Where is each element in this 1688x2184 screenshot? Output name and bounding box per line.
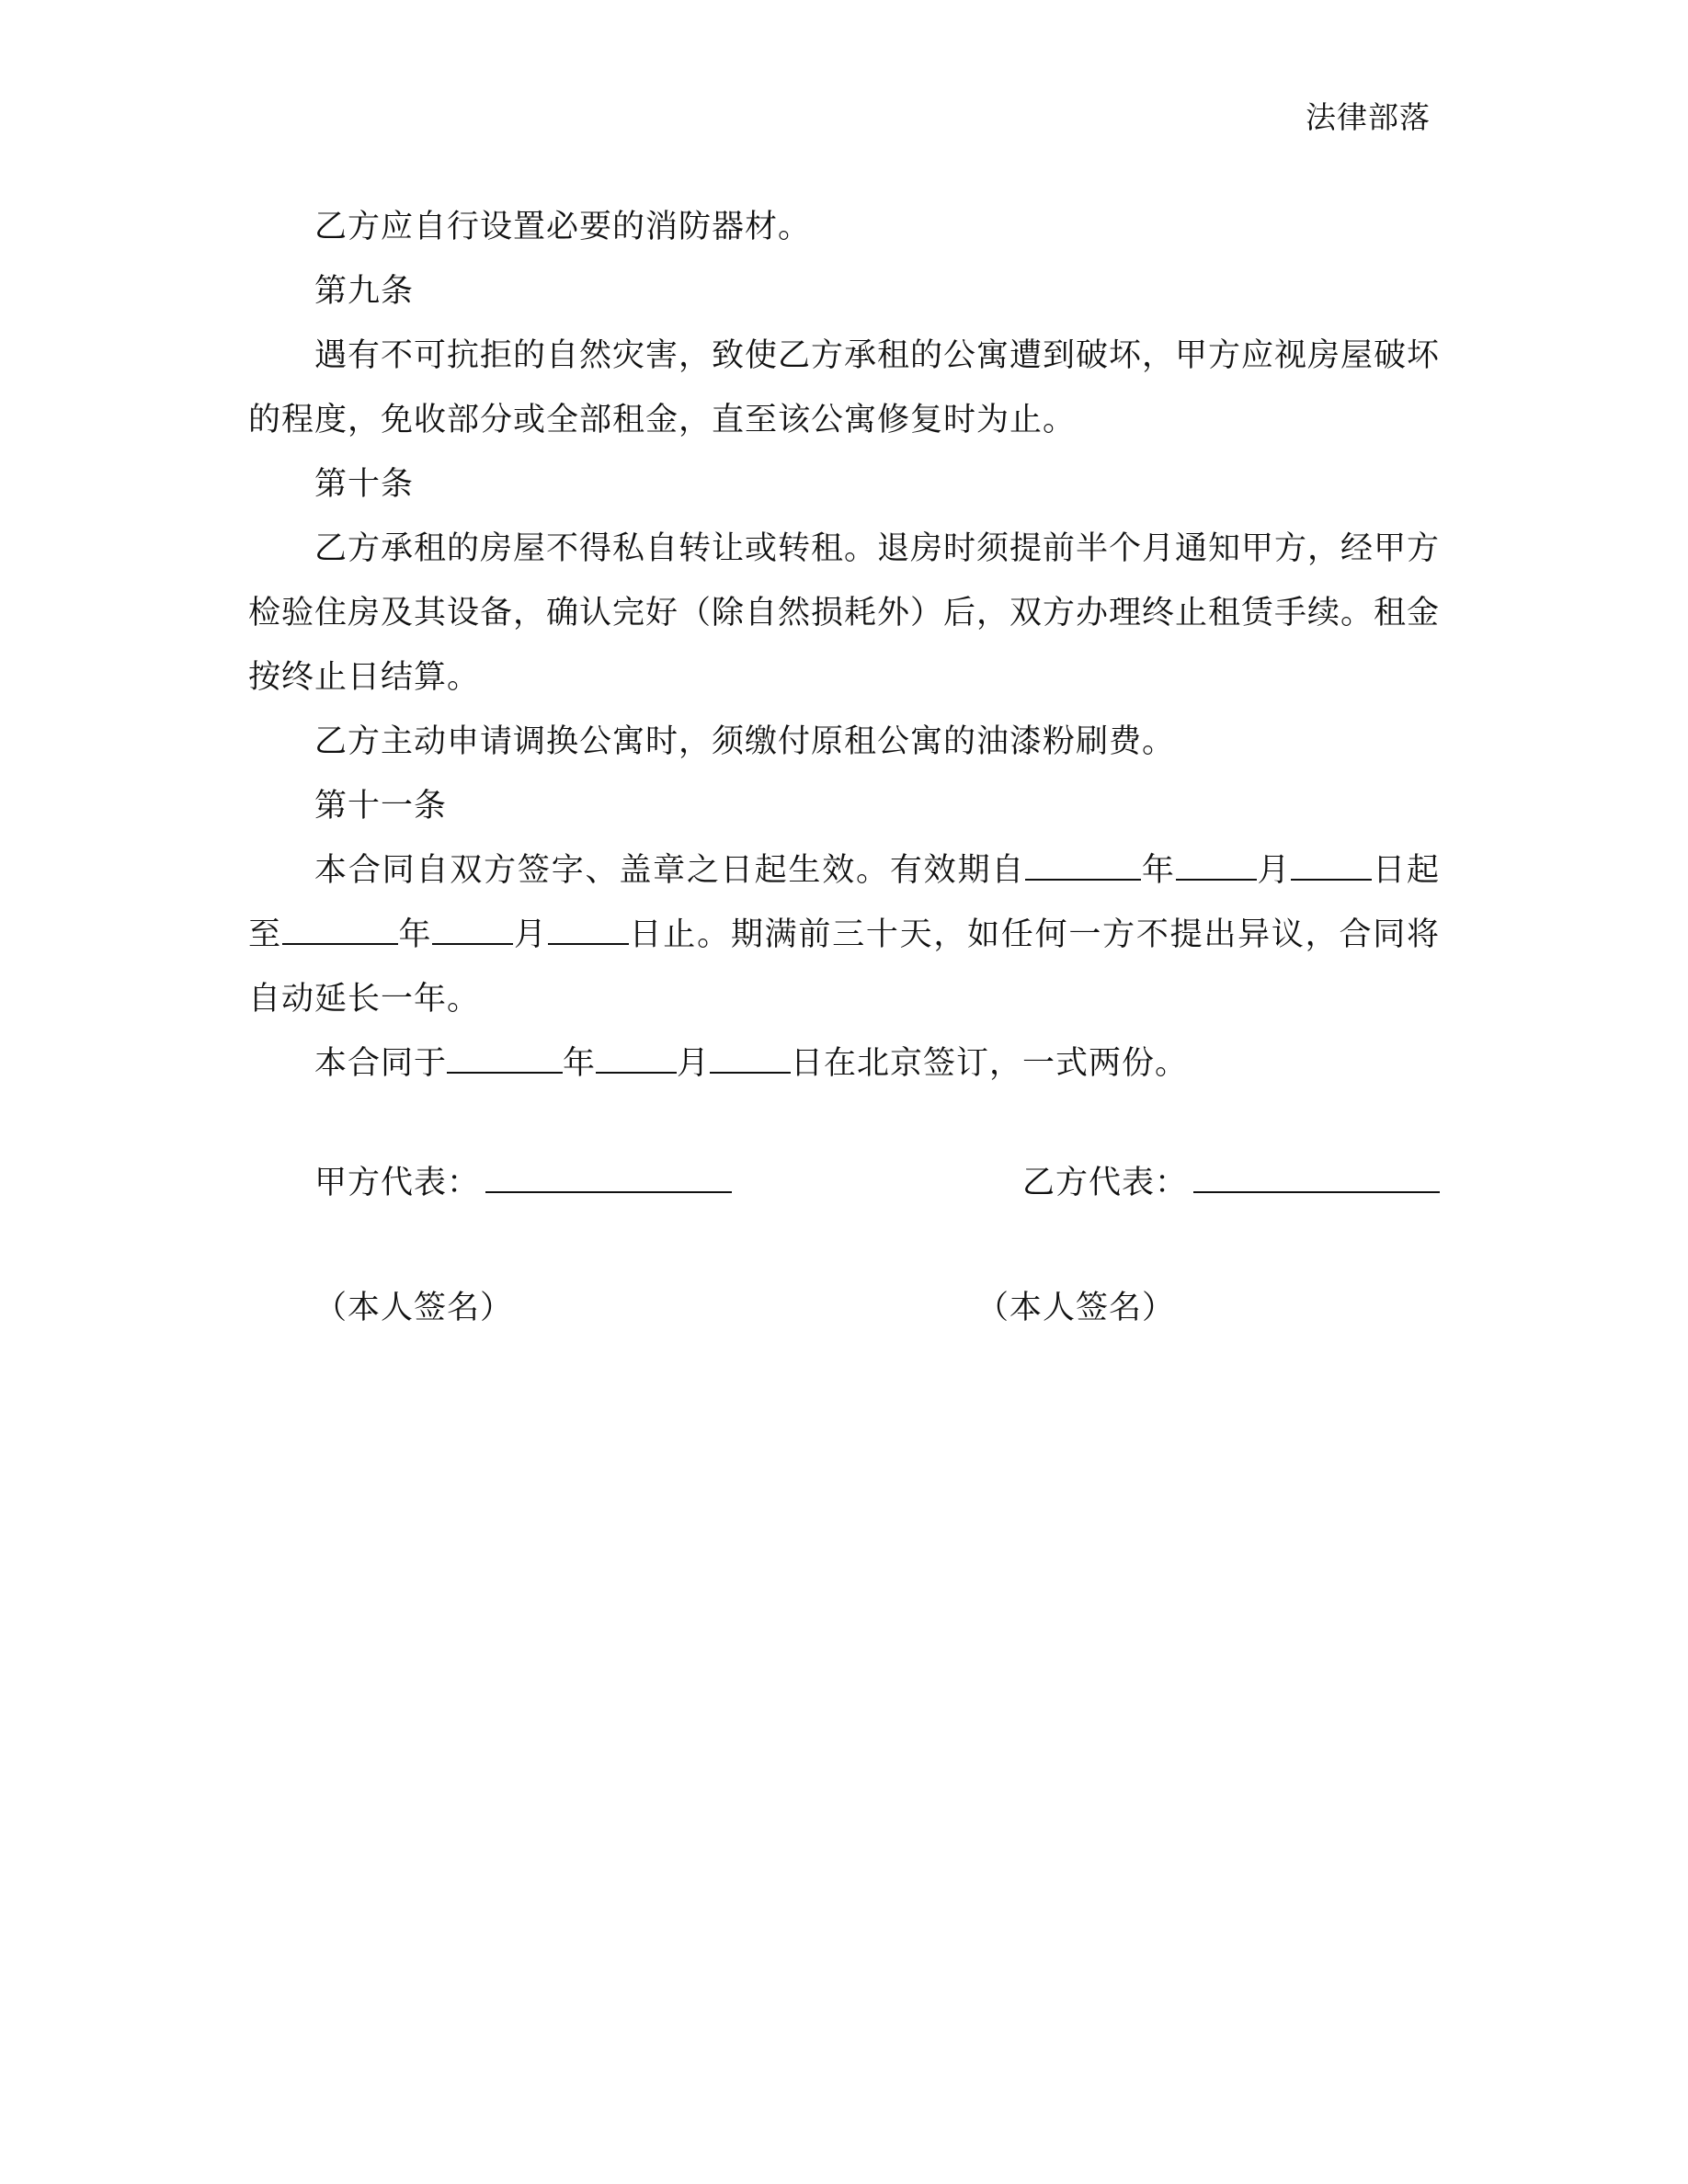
party-a-label: 甲方代表： xyxy=(314,1165,481,1201)
end-month-blank[interactable] xyxy=(432,916,513,945)
article-9-heading: 第九条 xyxy=(314,273,415,310)
party-b-label: 乙方代表： xyxy=(1022,1165,1189,1201)
paragraph-termination: 乙方承租的房屋不得私自转让或转租。退房时须提前半个月通知甲方，经甲方检验住房及其设备，确认完好（除自然损耗外）后，双方办理终止租赁手续。租金按终止日结算。 xyxy=(248,530,1441,696)
signature-row xyxy=(314,1151,1440,1215)
month-label: 月 xyxy=(677,1045,711,1082)
party-a-signature-line[interactable] xyxy=(485,1160,732,1193)
article-10-heading: 第十条 xyxy=(314,466,415,503)
month-label: 月 xyxy=(513,916,548,953)
month-label: 月 xyxy=(1256,852,1292,889)
year-label: 年 xyxy=(563,1045,597,1082)
validity-intro: 本合同自双方签字、盖章之日起生效。有效期自 xyxy=(314,852,1026,889)
signing-tail: 日在北京签订，一式两份。 xyxy=(791,1045,1189,1082)
paragraph-validity xyxy=(248,838,1440,1031)
year-label: 年 xyxy=(1141,852,1176,889)
paragraph-fire-equipment: 乙方应自行设置必要的消防器材。 xyxy=(314,209,812,245)
party-b-signature-note: （本人签名） xyxy=(976,1290,1176,1326)
party-b-signature xyxy=(1022,1151,1440,1215)
year-label: 年 xyxy=(397,916,433,953)
start-year-blank[interactable] xyxy=(1025,851,1141,881)
paragraph-signing xyxy=(248,1031,1440,1096)
article-11-heading: 第十一条 xyxy=(314,788,448,825)
end-year-blank[interactable] xyxy=(282,916,398,945)
signature-note-row xyxy=(314,1276,1440,1340)
day-label: 日起至 xyxy=(248,852,1440,953)
contract-body xyxy=(248,195,1440,1096)
end-day-blank[interactable] xyxy=(548,916,629,945)
start-day-blank[interactable] xyxy=(1291,851,1372,881)
party-a-signature xyxy=(314,1151,732,1215)
signing-intro: 本合同于 xyxy=(314,1045,448,1082)
party-a-signature-note: （本人签名） xyxy=(314,1290,514,1326)
party-b-signature-line[interactable] xyxy=(1193,1160,1440,1193)
paragraph-natural-disaster: 遇有不可抗拒的自然灾害，致使乙方承租的公寓遭到破坏，甲方应视房屋破坏的程度，免收部分或全部租金，直至该公寓修复时为止。 xyxy=(248,337,1441,438)
paragraph-apartment-change: 乙方主动申请调换公寓时，须缴付原租公寓的油漆粉刷费。 xyxy=(314,723,1176,760)
validity-tail: 日止。期满前三十天，如任何一方不提出异议，合同将自动延长一年。 xyxy=(248,916,1440,1018)
start-month-blank[interactable] xyxy=(1176,851,1257,881)
signing-day-blank[interactable] xyxy=(710,1044,791,1074)
page-header: 法律部落 xyxy=(1306,99,1431,135)
signing-year-blank[interactable] xyxy=(447,1044,563,1074)
signing-month-blank[interactable] xyxy=(596,1044,677,1074)
